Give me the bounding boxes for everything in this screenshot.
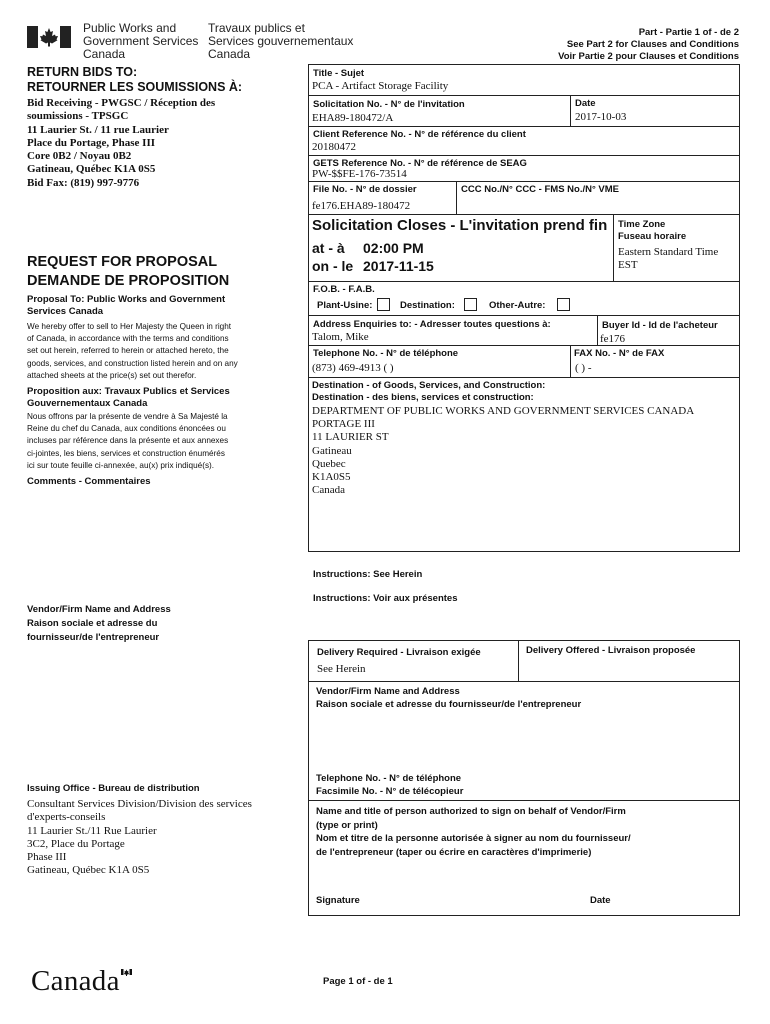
signature-field[interactable]: [316, 880, 576, 894]
comments-label: Comments - Commentaires: [27, 476, 151, 487]
canada-wordmark: Canada: [31, 965, 120, 997]
issuing-office-label: Issuing Office - Bureau de distribution: [27, 783, 200, 794]
solicitation-no-label: Solicitation No. - N° de l'invitation: [313, 99, 465, 110]
buyer-id-label: Buyer Id - Id de l'acheteur: [602, 320, 718, 331]
signature-date-label: Date: [590, 895, 611, 906]
dept-name-en: Public Works and Government Services Canada: [83, 21, 199, 61]
file-no-value: fe176.EHA89-180472: [312, 200, 411, 212]
other-label: Other-Autre:: [489, 300, 546, 311]
destination-label: Destination:: [400, 300, 455, 311]
issuing-office-address: Consultant Services Division/Division des services d'experts-conseils 11 Laurier St./11 Rue Laurier 3C2, Place du Portage Phase III Gatineau, Québec K1A 0S5: [27, 798, 252, 877]
address-enquiries-label: Address Enquiries to: - Adresser toutes questions à:: [313, 319, 551, 330]
timezone-value: Eastern Standard Time EST: [618, 246, 719, 271]
return-bids-address: Bid Receiving - PWGSC / Réception des soumissions - TPSGC 11 Laurier St. / 11 rue Laurier Place du Portage, Phase III Core 0B2 / Noyau 0B2 Gatineau, Québec K1A 0S5 Bid Fax: (819) 997-9776: [27, 97, 216, 189]
gets-ref-label: GETS Reference No. - N° de référence de SEAG: [313, 158, 527, 169]
fax-label: FAX No. - N° de FAX: [574, 348, 665, 359]
destination-address: DEPARTMENT OF PUBLIC WORKS AND GOVERNMENT SERVICES CANADA PORTAGE III 11 LAURIER ST Gatineau Quebec K1A0S5 Canada: [312, 405, 695, 497]
wordmark-flag-icon: [121, 967, 132, 978]
date-label: Date: [575, 98, 596, 109]
fax-value: ( ) -: [575, 362, 592, 374]
destination-goods-label: Destination - of Goods, Services, and Construction: Destination - des biens, services et construction:: [312, 380, 546, 403]
client-ref-value: 20180472: [312, 141, 356, 153]
closes-title: Solicitation Closes - L'invitation prend fin: [312, 217, 608, 234]
closes-at-label: at - à: [312, 240, 345, 256]
gets-ref-value: PW-$$FE-176-73514: [312, 168, 407, 180]
authorized-person-label: Name and title of person authorized to sign on behalf of Vendor/Firm (type or print) Nom et titre de la personne autorisée à signer au nom du fournisseur/ de l'entrepreneur (taper ou écrire en caractères d'imprimerie): [316, 806, 631, 858]
date-value: 2017-10-03: [575, 111, 627, 123]
return-bids-heading: RETURN BIDS TO: RETOURNER LES SOUMISSIONS À:: [27, 65, 243, 94]
address-enquiries-value: Talom, Mike: [312, 331, 369, 343]
part-info: Part - Partie 1 of - de 2 See Part 2 for Clauses and Conditions Voir Partie 2 pour Clauses et Conditions: [558, 27, 739, 62]
rfp-heading: REQUEST FOR PROPOSAL DEMANDE DE PROPOSITION: [27, 254, 230, 289]
fob-label: F.O.B. - F.A.B.: [313, 284, 375, 295]
page-number: Page 1 of - de 1: [323, 976, 393, 987]
client-ref-label: Client Reference No. - N° de référence du client: [313, 129, 526, 140]
telephone-label: Telephone No. - N° de téléphone: [313, 348, 459, 359]
dept-name-fr: Travaux publics et Services gouvernementaux Canada: [208, 21, 354, 61]
ccc-no-label: CCC No./N° CCC - FMS No./N° VME: [461, 184, 620, 195]
delivery-offered-label: Delivery Offered - Livraison proposée: [526, 645, 696, 656]
title-label: Title - Sujet: [313, 68, 365, 79]
destination-checkbox[interactable]: [464, 298, 477, 311]
instructions-en: Instructions: See Herein: [313, 569, 423, 580]
closes-date: 2017-11-15: [363, 258, 434, 274]
timezone-label: Time Zone Fuseau horaire: [618, 219, 687, 242]
signature-date-field[interactable]: [590, 880, 730, 894]
telephone-value: (873) 469-4913 ( ): [312, 362, 394, 374]
proposition-aux: Proposition aux: Travaux Publics et Services Gouvernementaux Canada: [27, 386, 230, 409]
title-value: PCA - Artifact Storage Facility: [312, 80, 449, 92]
delivery-required-label: Delivery Required - Livraison exigée: [317, 647, 481, 658]
gc-flag-logo: [27, 26, 71, 48]
vendor-name-label: Vendor/Firm Name and Address Raison sociale et adresse du fournisseur/de l'entrepreneur: [316, 686, 582, 710]
other-checkbox[interactable]: [557, 298, 570, 311]
solicitation-no-value: EHA89-180472/A: [312, 112, 394, 124]
plant-checkbox[interactable]: [377, 298, 390, 311]
vendor-phone-label: Telephone No. - N° de téléphone Facsimile No. - N° de télécopieur: [316, 773, 464, 797]
offer-text-fr: Nous offrons par la présente de vendre à Sa Majesté la Reine du chef du Canada, aux conditions énoncées ou incluses par référence dans la présente et aux annexes ci-jointes, les biens, services et construction énumérés ici sur toute feuille ci-annexée, au(x) prix indiqué(s).: [27, 412, 229, 470]
delivery-required-value[interactable]: See Herein: [317, 663, 366, 675]
vendor-left-label: Vendor/Firm Name and Address Raison sociale et adresse du fournisseur/de l'entrepreneur: [27, 604, 171, 643]
offer-text-en: We hereby offer to sell to Her Majesty the Queen in right of Canada, in accordance with the terms and conditions set out herein, referred to herein or attached hereto, the goods, services, and construction listed herein and on any attached sheets at the price(s) set out therefor.: [27, 322, 238, 380]
buyer-id-value: fe176: [600, 333, 626, 345]
signature-label: Signature: [316, 895, 360, 906]
vendor-name-field[interactable]: [316, 715, 732, 770]
proposal-to: Proposal To: Public Works and Government Services Canada: [27, 294, 226, 317]
closes-time: 02:00 PM: [363, 240, 424, 256]
file-no-label: File No. - N° de dossier: [313, 184, 417, 195]
closes-on-label: on - le: [312, 258, 354, 274]
instructions-fr: Instructions: Voir aux présentes: [313, 593, 458, 604]
plant-label: Plant-Usine:: [317, 300, 373, 311]
